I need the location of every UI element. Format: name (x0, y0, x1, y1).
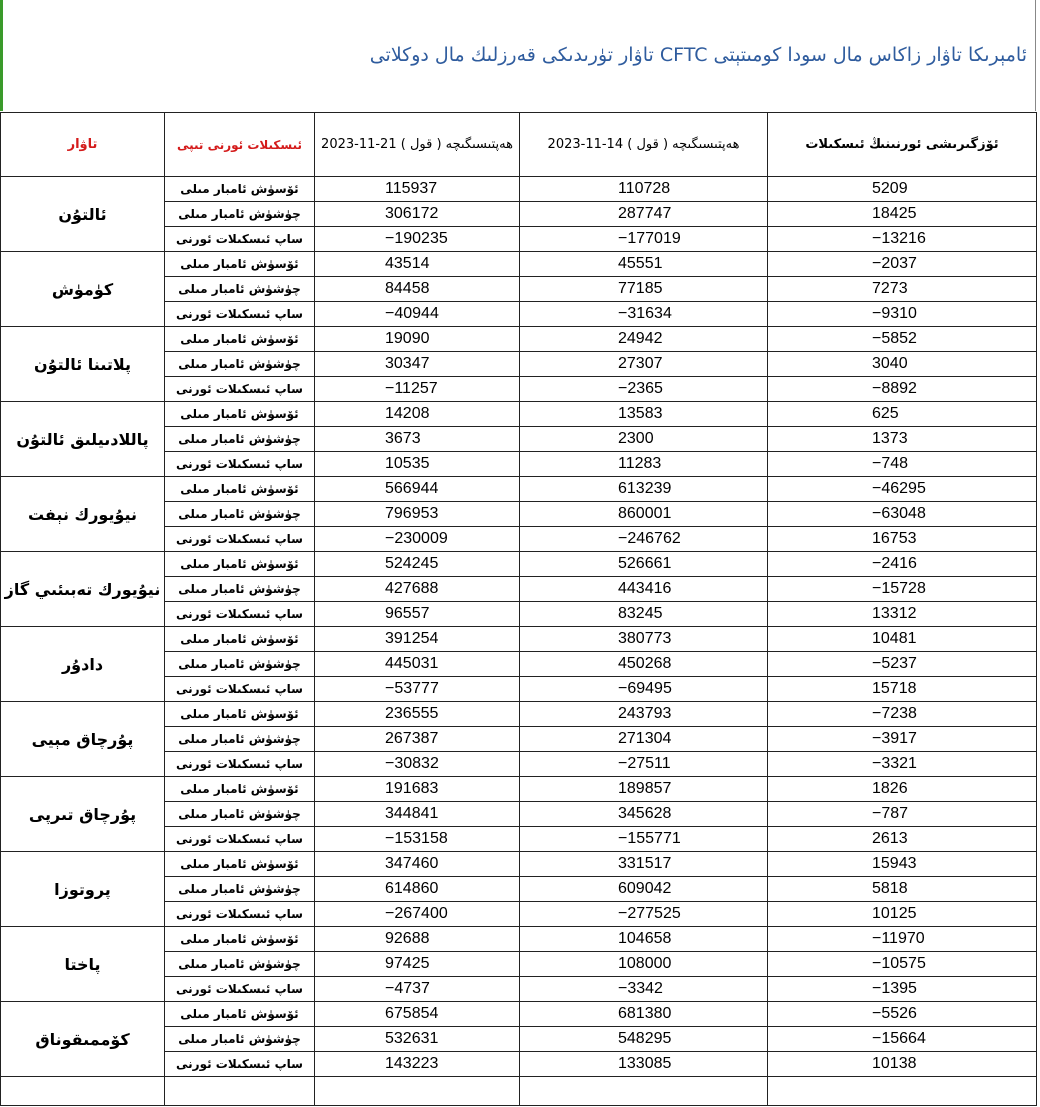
value-week1: 14208 (315, 402, 520, 427)
value-week2: 681380 (520, 1002, 768, 1027)
value-week2: −3342 (520, 977, 768, 1002)
value-week1: 143223 (315, 1052, 520, 1077)
table-row (1, 327, 1037, 352)
table-row (1, 402, 1037, 427)
value-change: 625 (768, 402, 1037, 427)
value-change: 10138 (768, 1052, 1037, 1077)
table-row (1, 852, 1037, 877)
value-change: −2416 (768, 552, 1037, 577)
value-week2: 83245 (520, 602, 768, 627)
header-week1: 2023-11-21 ( قول ) ھەپتىسىگىچە (315, 113, 520, 177)
value-week2: 104658 (520, 927, 768, 952)
value-week1: 19090 (315, 327, 520, 352)
value-change: −787 (768, 802, 1037, 827)
value-change: −7238 (768, 702, 1037, 727)
value-week2: 345628 (520, 802, 768, 827)
position-type: ساپ ئىسكىلات ئورنى (165, 677, 315, 702)
value-week1: −40944 (315, 302, 520, 327)
position-type: چۈشۈش ئامبار مىلى (165, 202, 315, 227)
value-week2: 11283 (520, 452, 768, 477)
position-type: ئۆسۈش ئامبار مىلى (165, 777, 315, 802)
commodity-name: دادۇر (1, 627, 165, 702)
value-week2: 108000 (520, 952, 768, 977)
blank-cell (768, 1077, 1037, 1106)
position-type: ساپ ئىسكىلات ئورنى (165, 302, 315, 327)
value-change: −46295 (768, 477, 1037, 502)
value-change: −8892 (768, 377, 1037, 402)
position-type: ساپ ئىسكىلات ئورنى (165, 827, 315, 852)
value-change: −748 (768, 452, 1037, 477)
value-week2: 77185 (520, 277, 768, 302)
value-week1: 43514 (315, 252, 520, 277)
value-change: 15943 (768, 852, 1037, 877)
value-week1: 391254 (315, 627, 520, 652)
value-change: −9310 (768, 302, 1037, 327)
value-week1: 84458 (315, 277, 520, 302)
table-row (1, 177, 1037, 202)
value-week2: 331517 (520, 852, 768, 877)
value-change: 5209 (768, 177, 1037, 202)
value-change: 1373 (768, 427, 1037, 452)
position-type: ساپ ئىسكىلات ئورنى (165, 527, 315, 552)
header-change: ئۆزگىرىشى ئورنىنىڭ ئىسكىلات (768, 113, 1037, 177)
value-change: −3917 (768, 727, 1037, 752)
position-type: ساپ ئىسكىلات ئورنى (165, 977, 315, 1002)
value-week1: 344841 (315, 802, 520, 827)
header-commodity: تاۋار (1, 113, 165, 177)
position-type: ساپ ئىسكىلات ئورنى (165, 452, 315, 477)
value-week1: −11257 (315, 377, 520, 402)
value-week2: 110728 (520, 177, 768, 202)
position-type: ساپ ئىسكىلات ئورنى (165, 902, 315, 927)
value-week2: 609042 (520, 877, 768, 902)
value-week2: 443416 (520, 577, 768, 602)
value-week2: 860001 (520, 502, 768, 527)
value-change: 1826 (768, 777, 1037, 802)
position-type: چۈشۈش ئامبار مىلى (165, 652, 315, 677)
position-type: ئۆسۈش ئامبار مىلى (165, 852, 315, 877)
position-type: ئۆسۈش ئامبار مىلى (165, 627, 315, 652)
value-week1: 675854 (315, 1002, 520, 1027)
value-week2: 450268 (520, 652, 768, 677)
blank-cell (520, 1077, 768, 1106)
value-week2: 45551 (520, 252, 768, 277)
value-week1: 614860 (315, 877, 520, 902)
position-type: چۈشۈش ئامبار مىلى (165, 352, 315, 377)
value-week1: 347460 (315, 852, 520, 877)
title-row (0, 0, 1036, 111)
value-week1: −230009 (315, 527, 520, 552)
position-type: ئۆسۈش ئامبار مىلى (165, 402, 315, 427)
value-week1: 267387 (315, 727, 520, 752)
position-table (0, 112, 1037, 1106)
value-change: 16753 (768, 527, 1037, 552)
value-week2: 613239 (520, 477, 768, 502)
commodity-name: ئالتۇن (1, 177, 165, 252)
value-week1: 3673 (315, 427, 520, 452)
value-change: −3321 (768, 752, 1037, 777)
blank-cell (315, 1077, 520, 1106)
value-week2: −155771 (520, 827, 768, 852)
value-week2: 133085 (520, 1052, 768, 1077)
value-week2: 27307 (520, 352, 768, 377)
position-type: چۈشۈش ئامبار مىلى (165, 802, 315, 827)
value-week2: −27511 (520, 752, 768, 777)
commodity-name: نيۇيورك تەبىئىي گاز (1, 552, 165, 627)
commodity-name: پاللادىيلىق ئالتۇن (1, 402, 165, 477)
position-type: ساپ ئىسكىلات ئورنى (165, 377, 315, 402)
value-change: −15728 (768, 577, 1037, 602)
position-type: چۈشۈش ئامبار مىلى (165, 727, 315, 752)
value-week1: 96557 (315, 602, 520, 627)
value-week1: −4737 (315, 977, 520, 1002)
value-change: 2613 (768, 827, 1037, 852)
position-type: ساپ ئىسكىلات ئورنى (165, 227, 315, 252)
value-week2: −2365 (520, 377, 768, 402)
table-row (1, 477, 1037, 502)
value-week1: 427688 (315, 577, 520, 602)
value-week2: −31634 (520, 302, 768, 327)
value-week2: −69495 (520, 677, 768, 702)
commodity-name: پاختا (1, 927, 165, 1002)
value-week1: 97425 (315, 952, 520, 977)
position-type: ئۆسۈش ئامبار مىلى (165, 327, 315, 352)
position-type: ئۆسۈش ئامبار مىلى (165, 177, 315, 202)
value-change: 13312 (768, 602, 1037, 627)
value-week1: 796953 (315, 502, 520, 527)
position-type: چۈشۈش ئامبار مىلى (165, 277, 315, 302)
header-week2: 2023-11-14 ( قول ) ھەپتىسىگىچە (520, 113, 768, 177)
value-week2: −277525 (520, 902, 768, 927)
value-change: 10481 (768, 627, 1037, 652)
commodity-name: كۆممىقوناق (1, 1002, 165, 1077)
table-row (1, 252, 1037, 277)
position-type: چۈشۈش ئامبار مىلى (165, 427, 315, 452)
value-week2: 13583 (520, 402, 768, 427)
value-change: −1395 (768, 977, 1037, 1002)
value-week1: 566944 (315, 477, 520, 502)
position-type: ساپ ئىسكىلات ئورنى (165, 1052, 315, 1077)
value-week1: 236555 (315, 702, 520, 727)
position-type: چۈشۈش ئامبار مىلى (165, 952, 315, 977)
position-type: ساپ ئىسكىلات ئورنى (165, 602, 315, 627)
value-week2: 243793 (520, 702, 768, 727)
blank-row (1, 1077, 1037, 1106)
commodity-name: پۇرچاق تىرپى (1, 777, 165, 852)
blank-cell (165, 1077, 315, 1106)
value-week2: 380773 (520, 627, 768, 652)
position-type: ئۆسۈش ئامبار مىلى (165, 552, 315, 577)
value-change: −10575 (768, 952, 1037, 977)
table-row (1, 777, 1037, 802)
header-type: ئىسكىلات ئورنى تىپى (165, 113, 315, 177)
commodity-name: پۇرچاق مېيى (1, 702, 165, 777)
value-week1: −153158 (315, 827, 520, 852)
value-week1: 191683 (315, 777, 520, 802)
value-week1: −53777 (315, 677, 520, 702)
value-week1: 30347 (315, 352, 520, 377)
position-type: ئۆسۈش ئامبار مىلى (165, 927, 315, 952)
value-change: −2037 (768, 252, 1037, 277)
commodity-name: پروتوزا (1, 852, 165, 927)
value-week2: 548295 (520, 1027, 768, 1052)
value-week2: −246762 (520, 527, 768, 552)
value-change: −13216 (768, 227, 1037, 252)
value-change: −15664 (768, 1027, 1037, 1052)
value-week2: 189857 (520, 777, 768, 802)
position-type: چۈشۈش ئامبار مىلى (165, 877, 315, 902)
value-week1: 115937 (315, 177, 520, 202)
value-week2: 271304 (520, 727, 768, 752)
commodity-name: كۈمۈش (1, 252, 165, 327)
value-change: 18425 (768, 202, 1037, 227)
value-week1: 306172 (315, 202, 520, 227)
value-week1: −30832 (315, 752, 520, 777)
value-change: 7273 (768, 277, 1037, 302)
value-week1: 524245 (315, 552, 520, 577)
table-row (1, 702, 1037, 727)
value-change: −5852 (768, 327, 1037, 352)
table-row (1, 1002, 1037, 1027)
table-row (1, 627, 1037, 652)
value-week2: 526661 (520, 552, 768, 577)
commodity-name: نيۇيورك نېفت (1, 477, 165, 552)
value-week2: −177019 (520, 227, 768, 252)
value-week2: 287747 (520, 202, 768, 227)
header-row (1, 113, 1037, 177)
position-type: چۈشۈش ئامبار مىلى (165, 1027, 315, 1052)
position-type: ساپ ئىسكىلات ئورنى (165, 752, 315, 777)
value-change: 10125 (768, 902, 1037, 927)
position-type: چۈشۈش ئامبار مىلى (165, 577, 315, 602)
report-title: ئامېرىكا تاۋار زاكاس مال سودا كومىتېتى CFTC تاۋار تۈرىدىكى قەرزلىك مال دوكلاتى (369, 44, 1027, 66)
value-change: 5818 (768, 877, 1037, 902)
value-week1: 532631 (315, 1027, 520, 1052)
position-type: ئۆسۈش ئامبار مىلى (165, 1002, 315, 1027)
table-row (1, 927, 1037, 952)
position-type: ئۆسۈش ئامبار مىلى (165, 252, 315, 277)
value-week1: 445031 (315, 652, 520, 677)
value-week2: 24942 (520, 327, 768, 352)
value-change: −5237 (768, 652, 1037, 677)
value-week1: 10535 (315, 452, 520, 477)
value-change: −11970 (768, 927, 1037, 952)
value-change: −63048 (768, 502, 1037, 527)
blank-cell (1, 1077, 165, 1106)
position-type: چۈشۈش ئامبار مىلى (165, 502, 315, 527)
value-week2: 2300 (520, 427, 768, 452)
value-week1: 92688 (315, 927, 520, 952)
value-week1: −190235 (315, 227, 520, 252)
value-change: 3040 (768, 352, 1037, 377)
value-change: −5526 (768, 1002, 1037, 1027)
table-row (1, 552, 1037, 577)
value-change: 15718 (768, 677, 1037, 702)
position-type: ئۆسۈش ئامبار مىلى (165, 702, 315, 727)
commodity-name: پلاتىنا ئالتۇن (1, 327, 165, 402)
value-week1: −267400 (315, 902, 520, 927)
position-type: ئۆسۈش ئامبار مىلى (165, 477, 315, 502)
